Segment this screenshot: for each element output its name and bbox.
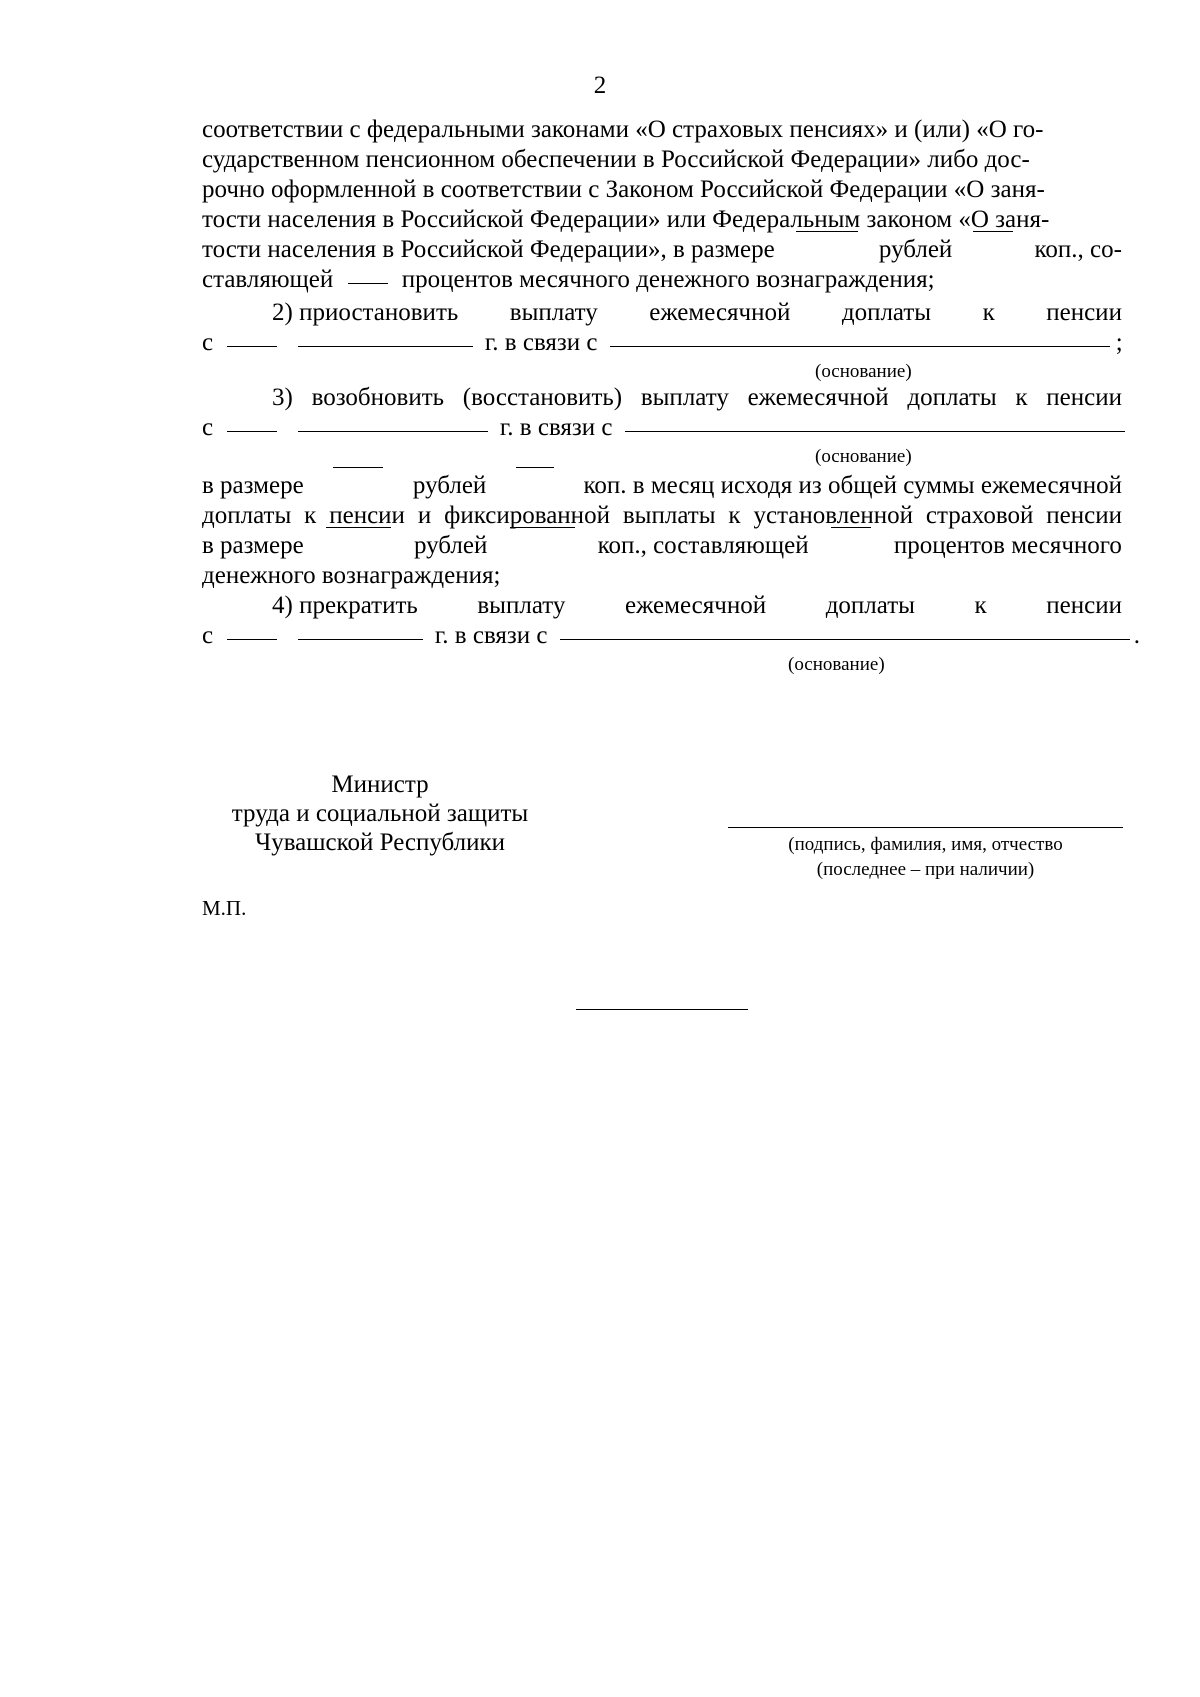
item-2-word: доплаты (841, 299, 932, 326)
item-4-word: выплату (477, 592, 566, 619)
body-line: соответствии с федеральными законами «О страховых пенсиях» и (или) «О го- (202, 116, 1044, 143)
from-label: с (202, 329, 214, 356)
item-4-word: доплаты (825, 592, 915, 619)
rubles-blank (326, 531, 391, 561)
basis-caption: (основание) (815, 446, 912, 467)
page-number: 2 (593, 72, 607, 99)
body-text: коп. в месяц исходя из общей суммы ежемесячной (583, 472, 1122, 499)
kopecks-blank (510, 531, 575, 561)
kopecks-blank (516, 471, 554, 501)
body-text: коп., составляющей (597, 532, 809, 559)
body-line-amount (202, 235, 1122, 265)
from-label: с (202, 622, 214, 649)
body-line-percent (202, 265, 1122, 295)
item-4-word: пенсии (1046, 592, 1122, 619)
percent-blank (831, 531, 871, 561)
body-text: процентов месячного (893, 532, 1122, 559)
rubles-blank (796, 235, 858, 265)
body-text: рублей (413, 532, 488, 559)
signatory-title-line: Чувашской Республики (254, 829, 506, 856)
body-text: рублей (412, 472, 487, 499)
item-4-word: 4) прекратить (272, 592, 418, 619)
item-4-heading (272, 591, 1122, 621)
body-line: доплаты к пенсии и фиксированной выплаты к установленной страховой пенсии (202, 502, 1122, 529)
basis-caption: (основание) (788, 654, 885, 675)
year-link-text: г. в связи с (434, 622, 548, 649)
body-line: тости населения в Российской Федерации» или Федеральным законом «О заня- (202, 206, 1050, 233)
item-2-word: пенсии (1046, 299, 1122, 326)
line-end-punct: . (1133, 622, 1141, 649)
from-label: с (202, 414, 214, 441)
body-text: рублей (878, 236, 953, 263)
item-3-total-line (202, 531, 1122, 561)
signature-caption (728, 832, 1123, 882)
item-2-date-line (202, 328, 1122, 358)
kopecks-blank (973, 235, 1013, 265)
signatory-title-line: Министр (331, 771, 429, 798)
body-text: коп., со- (1034, 236, 1122, 263)
line-end-punct: ; (1115, 329, 1123, 356)
item-2-word: 2) приостановить (272, 299, 459, 326)
basis-caption: (основание) (815, 361, 912, 382)
year-link-text: г. в связи с (484, 329, 598, 356)
item-2-word: ежемесячной (649, 299, 791, 326)
year-link-text: г. в связи с (499, 414, 613, 441)
rubles-blank (333, 471, 383, 501)
body-text: процентов месячного денежного вознаграждения; (401, 266, 935, 293)
item-2-heading (272, 298, 1122, 328)
item-3-amount-line (202, 471, 1122, 501)
body-line: сударственном пенсионном обеспечении в Российской Федерации» либо дос- (202, 146, 1030, 173)
item-4-date-line (202, 621, 1141, 651)
body-text: в размере (202, 532, 304, 559)
body-text: в размере (202, 472, 304, 499)
signature-line (728, 827, 1123, 828)
end-divider (576, 1009, 748, 1010)
signature-caption-line: (последнее – при наличии) (816, 859, 1035, 880)
body-text: ставляющей (202, 266, 334, 293)
body-text: тости населения в Российской Федерации», в размере (202, 236, 775, 263)
signature-caption-line: (подпись, фамилия, имя, отчество (788, 834, 1063, 855)
item-2-word: выплату (509, 299, 598, 326)
stamp-place-mark: М.П. (202, 896, 247, 920)
item-4-word: к (974, 592, 987, 619)
item-3-date-line (202, 413, 1122, 443)
signatory-title (200, 770, 560, 857)
item-4-word: ежемесячной (624, 592, 767, 619)
body-line: денежного вознаграждения; (202, 562, 501, 589)
body-line: рочно оформленной в соответствии с Законом Российской Федерации «О заня- (202, 176, 1045, 203)
item-3-heading: 3) возобновить (восстановить) выплату ежемесячной доплаты к пенсии (272, 384, 1122, 411)
signatory-title-line: труда и социальной защиты (231, 800, 529, 827)
item-2-word: к (982, 299, 995, 326)
